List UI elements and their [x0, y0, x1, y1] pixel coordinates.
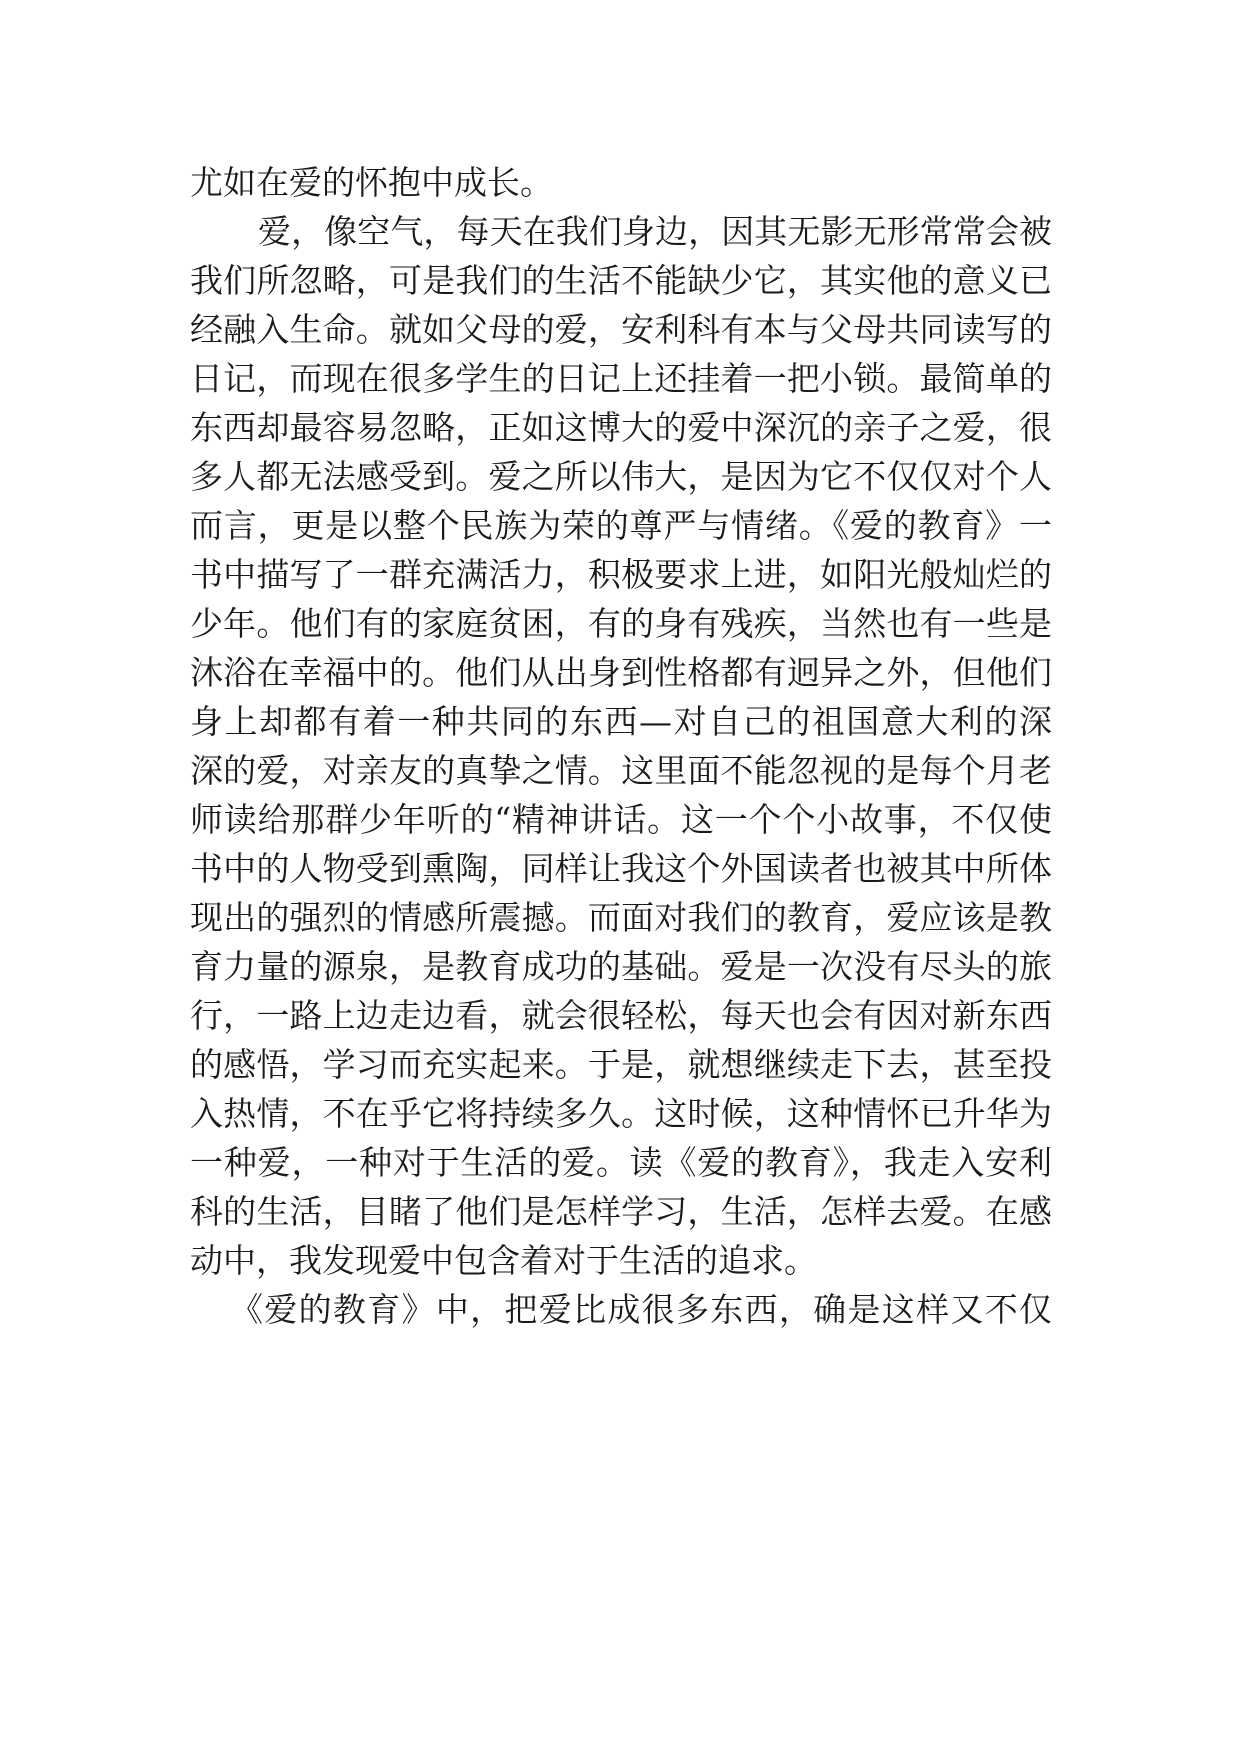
- text-line-1: 尤如在爱的怀抱中成长。: [190, 163, 553, 202]
- text-line-2: 爱，像空气，每天在我们身边，因其无影无形常常会被: [258, 212, 1052, 251]
- text-line-7: 多人都无法感受到。爱之所以伟大，是因为它不仅仅对个人: [190, 457, 1052, 496]
- text-line-21: 一种爱，一种对于生活的爱。读《爱的教育》，我走入安利: [190, 1143, 1052, 1182]
- text-line-19: 的感悟，学习而充实起来。于是，就想继续走下去，甚至投: [190, 1045, 1052, 1084]
- text-line-20: 入热情，不在乎它将持续多久。这时候，这种情怀已升华为: [190, 1094, 1052, 1133]
- text-line-9: 书中描写了一群充满活力，积极要求上进，如阳光般灿烂的: [190, 555, 1052, 594]
- text-line-16: 现出的强烈的情感所震撼。而面对我们的教育，爱应该是教: [190, 898, 1052, 937]
- text-line-5: 日记，而现在很多学生的日记上还挂着一把小锁。最简单的: [190, 359, 1052, 398]
- text-line-22: 科的生活，目睹了他们是怎样学习，生活，怎样去爱。在感: [190, 1192, 1052, 1231]
- text-line-10: 少年。他们有的家庭贫困，有的身有残疾，当然也有一些是: [190, 604, 1052, 643]
- text-line-11: 沐浴在幸福中的。他们从出身到性格都有迥异之外，但他们: [190, 653, 1052, 692]
- text-line-14: 师读给那群少年听的“精神讲话。这一个个小故事，不仅使: [190, 800, 1052, 839]
- text-line-24: 《爱的教育》中，把爱比成很多东西，确是这样又不仅: [230, 1290, 1052, 1329]
- text-line-8: 而言，更是以整个民族为荣的尊严与情绪。《爱的教育》一: [190, 506, 1052, 545]
- text-line-13: 深的爱，对亲友的真挚之情。这里面不能忽视的是每个月老: [190, 751, 1052, 790]
- text-line-12: 身上却都有着一种共同的东西—对自己的祖国意大利的深: [190, 702, 1052, 741]
- text-line-15: 书中的人物受到熏陶，同样让我这个外国读者也被其中所体: [190, 849, 1052, 888]
- text-line-4: 经融入生命。就如父母的爱，安利科有本与父母共同读写的: [190, 310, 1052, 349]
- text-line-6: 东西却最容易忽略，正如这博大的爱中深沉的亲子之爱，很: [190, 408, 1052, 447]
- text-line-3: 我们所忽略，可是我们的生活不能缺少它，其实他的意义已: [190, 261, 1052, 300]
- text-line-23: 动中，我发现爱中包含着对于生活的追求。: [190, 1241, 817, 1280]
- text-line-17: 育力量的源泉，是教育成功的基础。爱是一次没有尽头的旅: [190, 947, 1052, 986]
- text-line-18: 行，一路上边走边看，就会很轻松，每天也会有因对新东西: [190, 996, 1052, 1035]
